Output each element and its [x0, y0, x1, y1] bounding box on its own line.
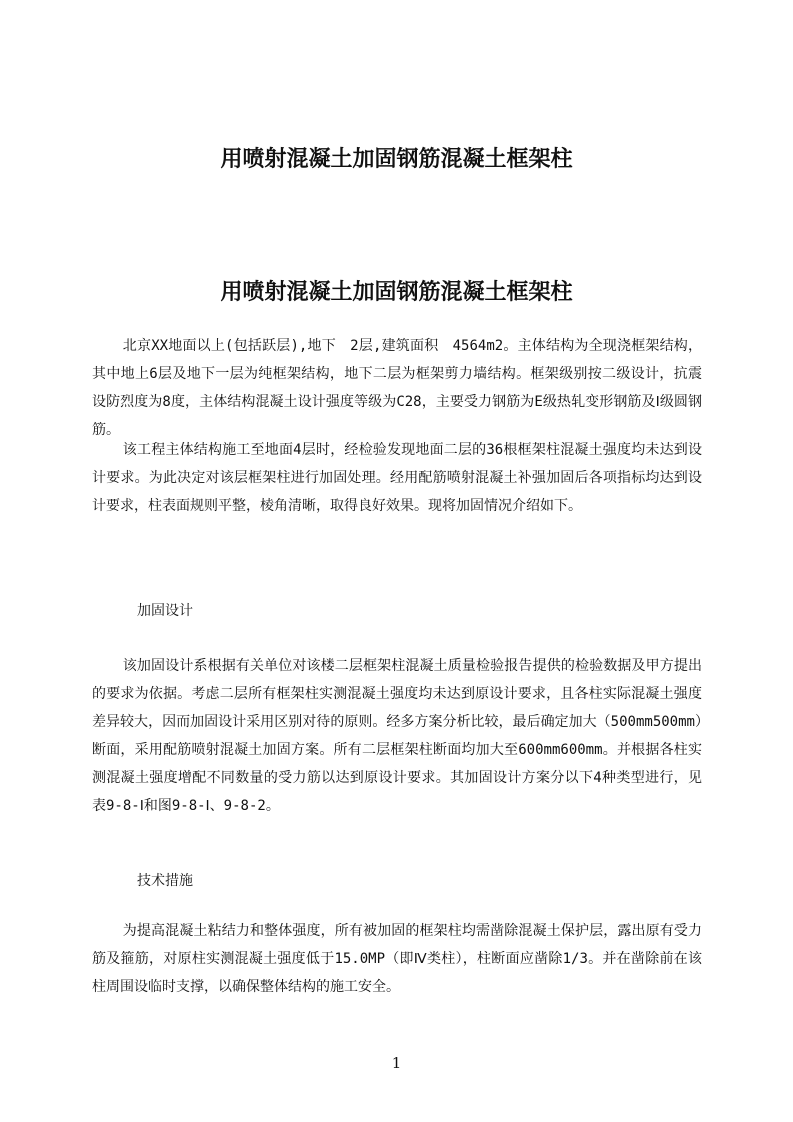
- design-paragraph: 该加固设计系根据有关单位对该楼二层框架柱混凝土质量检验报告提供的检验数据及甲方提出的要求为依据。考虑二层所有框架柱实测混凝土强度均未达到原设计要求，且各柱实际混凝土强度差异较大，因而加固设计采用区别对待的原则。经多方案分析比较，最后确定加大（500mm500mm）断面，采用配筋喷射混凝土加固方案。所有二层框架柱断面均加大至600mm600mm。并根据各柱实测混凝土强度增配不同数量的受力筋以达到原设计要求。其加固设计方案分以下4种类型进行，见表9-8-Ⅰ和图9-8-Ⅰ、9-8-2。: [92, 658, 702, 814]
- page-number: 1: [391, 1054, 402, 1072]
- section-heading-tech: 技术措施: [137, 873, 193, 889]
- intro-paragraph: 北京XX地面以上(包括跃层),地下 2层,建筑面积 4564m2。主体结构为全现浇框架结构，其中地上6层及地下一层为纯框架结构，地下二层为框架剪力墙结构。框架级别按二级设计，抗震设防烈度为8度，主体结构混凝土设计强度等级为C28，主要受力钢筋为E级热轧变形钢筋及Ⅰ级圆钢筋。: [92, 338, 702, 438]
- article-title: 用喷射混凝土加固钢筋混凝土框架柱: [220, 280, 573, 305]
- section-heading-design: 加固设计: [137, 603, 193, 619]
- background-paragraph: 该工程主体结构施工至地面4层时，经检验发现地面二层的36根框架柱混凝土强度均未达到设计要求。为此决定对该层框架柱进行加固处理。经用配筋喷射混凝土补强加固后各项指标均达到设计要求，柱表面规则平整，棱角清晰，取得良好效果。现将加固情况介绍如下。: [92, 442, 702, 514]
- tech-paragraph: 为提高混凝土粘结力和整体强度，所有被加固的框架柱均需凿除混凝土保护层，露出原有受力筋及箍筋，对原柱实测混凝土强度低于15.0MP（即Ⅳ类柱），柱断面应凿除1/3。并在凿除前在该柱周围设临时支撑，以确保整体结构的施工安全。: [92, 923, 702, 995]
- document-title-top: 用喷射混凝土加固钢筋混凝土框架柱: [220, 147, 573, 172]
